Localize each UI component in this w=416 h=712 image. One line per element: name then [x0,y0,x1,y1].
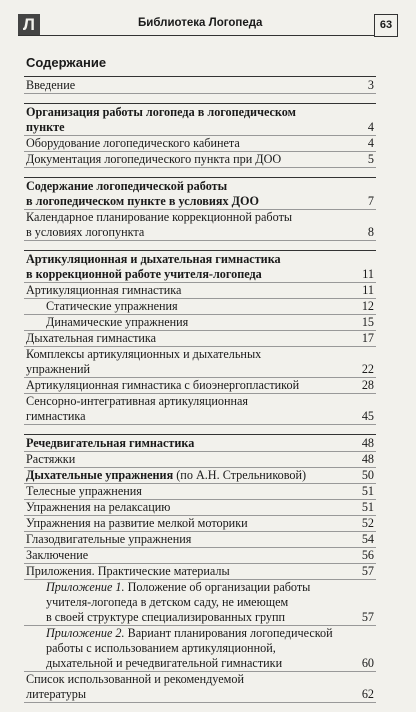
toc-entry-page: 17 [361,331,374,345]
toc-entry [24,78,376,94]
toc-entry [24,516,376,532]
toc-entry [24,315,376,331]
toc-entry-title: Упражнения на релаксацию [26,500,171,514]
toc-entry-page: 48 [361,436,374,450]
toc-entry-title: Артикуляционная гимнастика [26,283,182,297]
toc-entry [24,136,376,152]
toc-entry-title: Глазодвигательные упражнения [26,532,192,546]
toc-entry-page: 57 [361,610,374,624]
toc-entry [24,331,376,347]
toc-entry-title: Телесные упражнения [26,484,142,498]
toc-entry [24,378,376,394]
toc-entry [24,210,376,241]
header-rule [18,35,374,36]
toc-entry-title: Дыхательные упражнения (по А.Н. Стрельниковой) [26,468,307,482]
page-header [8,14,408,38]
toc-entry-title: Введение [26,78,76,92]
toc-entry-page: 48 [361,452,374,466]
toc-section [24,250,376,425]
toc-entry-page: 57 [361,564,374,578]
toc-entry-title: Заключение [26,548,89,562]
toc-entry [24,500,376,516]
toc-section [24,76,376,94]
toc-entry-page: 51 [361,500,374,514]
toc-entry [24,436,376,452]
toc-entry-page: 50 [361,468,374,482]
toc-entry [24,564,376,580]
toc-entry-page: 15 [361,315,374,329]
toc-entry [24,347,376,378]
toc-entry-title: Приложение 2. Вариант планирования логопедической работы с использованием артикуляционной, дыхательной и речедвигательной гимнастики [46,626,333,670]
toc-entry-page: 12 [361,299,374,313]
toc-entry-title: Речедвигательная гимнастика [26,436,195,450]
page-number: 63 [374,14,398,37]
toc-entry-title: Статические упражнения [46,299,178,313]
toc-entry-title: Дыхательная гимнастика [26,331,157,345]
toc-entry-title: Артикуляционная и дыхательная гимнастика в коррекционной работе учителя-логопеда [26,252,281,281]
toc-entry [24,299,376,315]
toc-entry-title: Организация работы логопеда в логопедическом пункте [26,105,296,134]
toc-entry-page: 8 [367,225,374,239]
toc-entry [24,484,376,500]
toc-entry-page: 11 [362,283,374,297]
toc-entry [24,394,376,425]
toc-entry-title: Список использованной и рекомендуемой литературы [26,672,244,701]
toc-entry-page: 11 [362,267,374,281]
toc-entry-page: 54 [361,532,374,546]
toc-entry [24,252,376,283]
toc-entry [24,548,376,564]
toc-entry [24,152,376,168]
toc-entry-page: 51 [361,484,374,498]
toc-entry-page: 7 [367,194,374,208]
toc-entry-title: Приложение 1. Положение об организации работы учителя-логопеда в детском саду, не имеющем в своей структуре специализированных групп [46,580,311,624]
toc-title: Содержание [26,55,107,70]
toc-entry [24,532,376,548]
toc-entry [24,105,376,136]
toc-entry-title: Календарное планирование коррекционной работы в условиях логопункта [26,210,293,239]
running-title: Библиотека Логопеда [138,17,263,29]
toc-entry [24,452,376,468]
toc-entry-title: Динамические упражнения [46,315,189,329]
toc-entry-title: Оборудование логопедического кабинета [26,136,240,150]
toc-entry [24,672,376,703]
toc-entry-title: Растяжки [26,452,76,466]
toc-entry-title: Сенсорно-интегративная артикуляционная гимнастика [26,394,249,423]
toc-section [24,434,376,703]
toc-entry-page: 28 [361,378,374,392]
toc-entry [24,283,376,299]
table-of-contents [24,76,376,712]
toc-entry-page: 3 [367,78,374,92]
toc-entry [24,179,376,210]
toc-entry [24,468,376,484]
toc-entry-title: Артикуляционная гимнастика с биоэнергопластикой [26,378,300,392]
toc-entry-title: Комплексы артикуляционных и дыхательных упражнений [26,347,262,376]
toc-entry-title: Документация логопедического пункта при ДОО [26,152,282,166]
toc-entry-page: 5 [367,152,374,166]
toc-entry-page: 52 [361,516,374,530]
toc-entry-page: 45 [361,409,374,423]
toc-entry-page: 4 [367,120,374,134]
toc-entry-title: Приложения. Практические материалы [26,564,230,578]
toc-section [24,103,376,168]
toc-entry [24,580,376,626]
toc-entry-page: 4 [367,136,374,150]
toc-entry-page: 56 [361,548,374,562]
toc-entry-title: Содержание логопедической работы в логопедическом пункте в условиях ДОО [26,179,259,208]
library-logo: Л [18,14,40,36]
toc-entry-page: 60 [361,656,374,670]
toc-section [24,177,376,241]
toc-entry-page: 62 [361,687,374,701]
toc-entry-title: Упражнения на развитие мелкой моторики [26,516,248,530]
toc-entry-page: 22 [361,362,374,376]
